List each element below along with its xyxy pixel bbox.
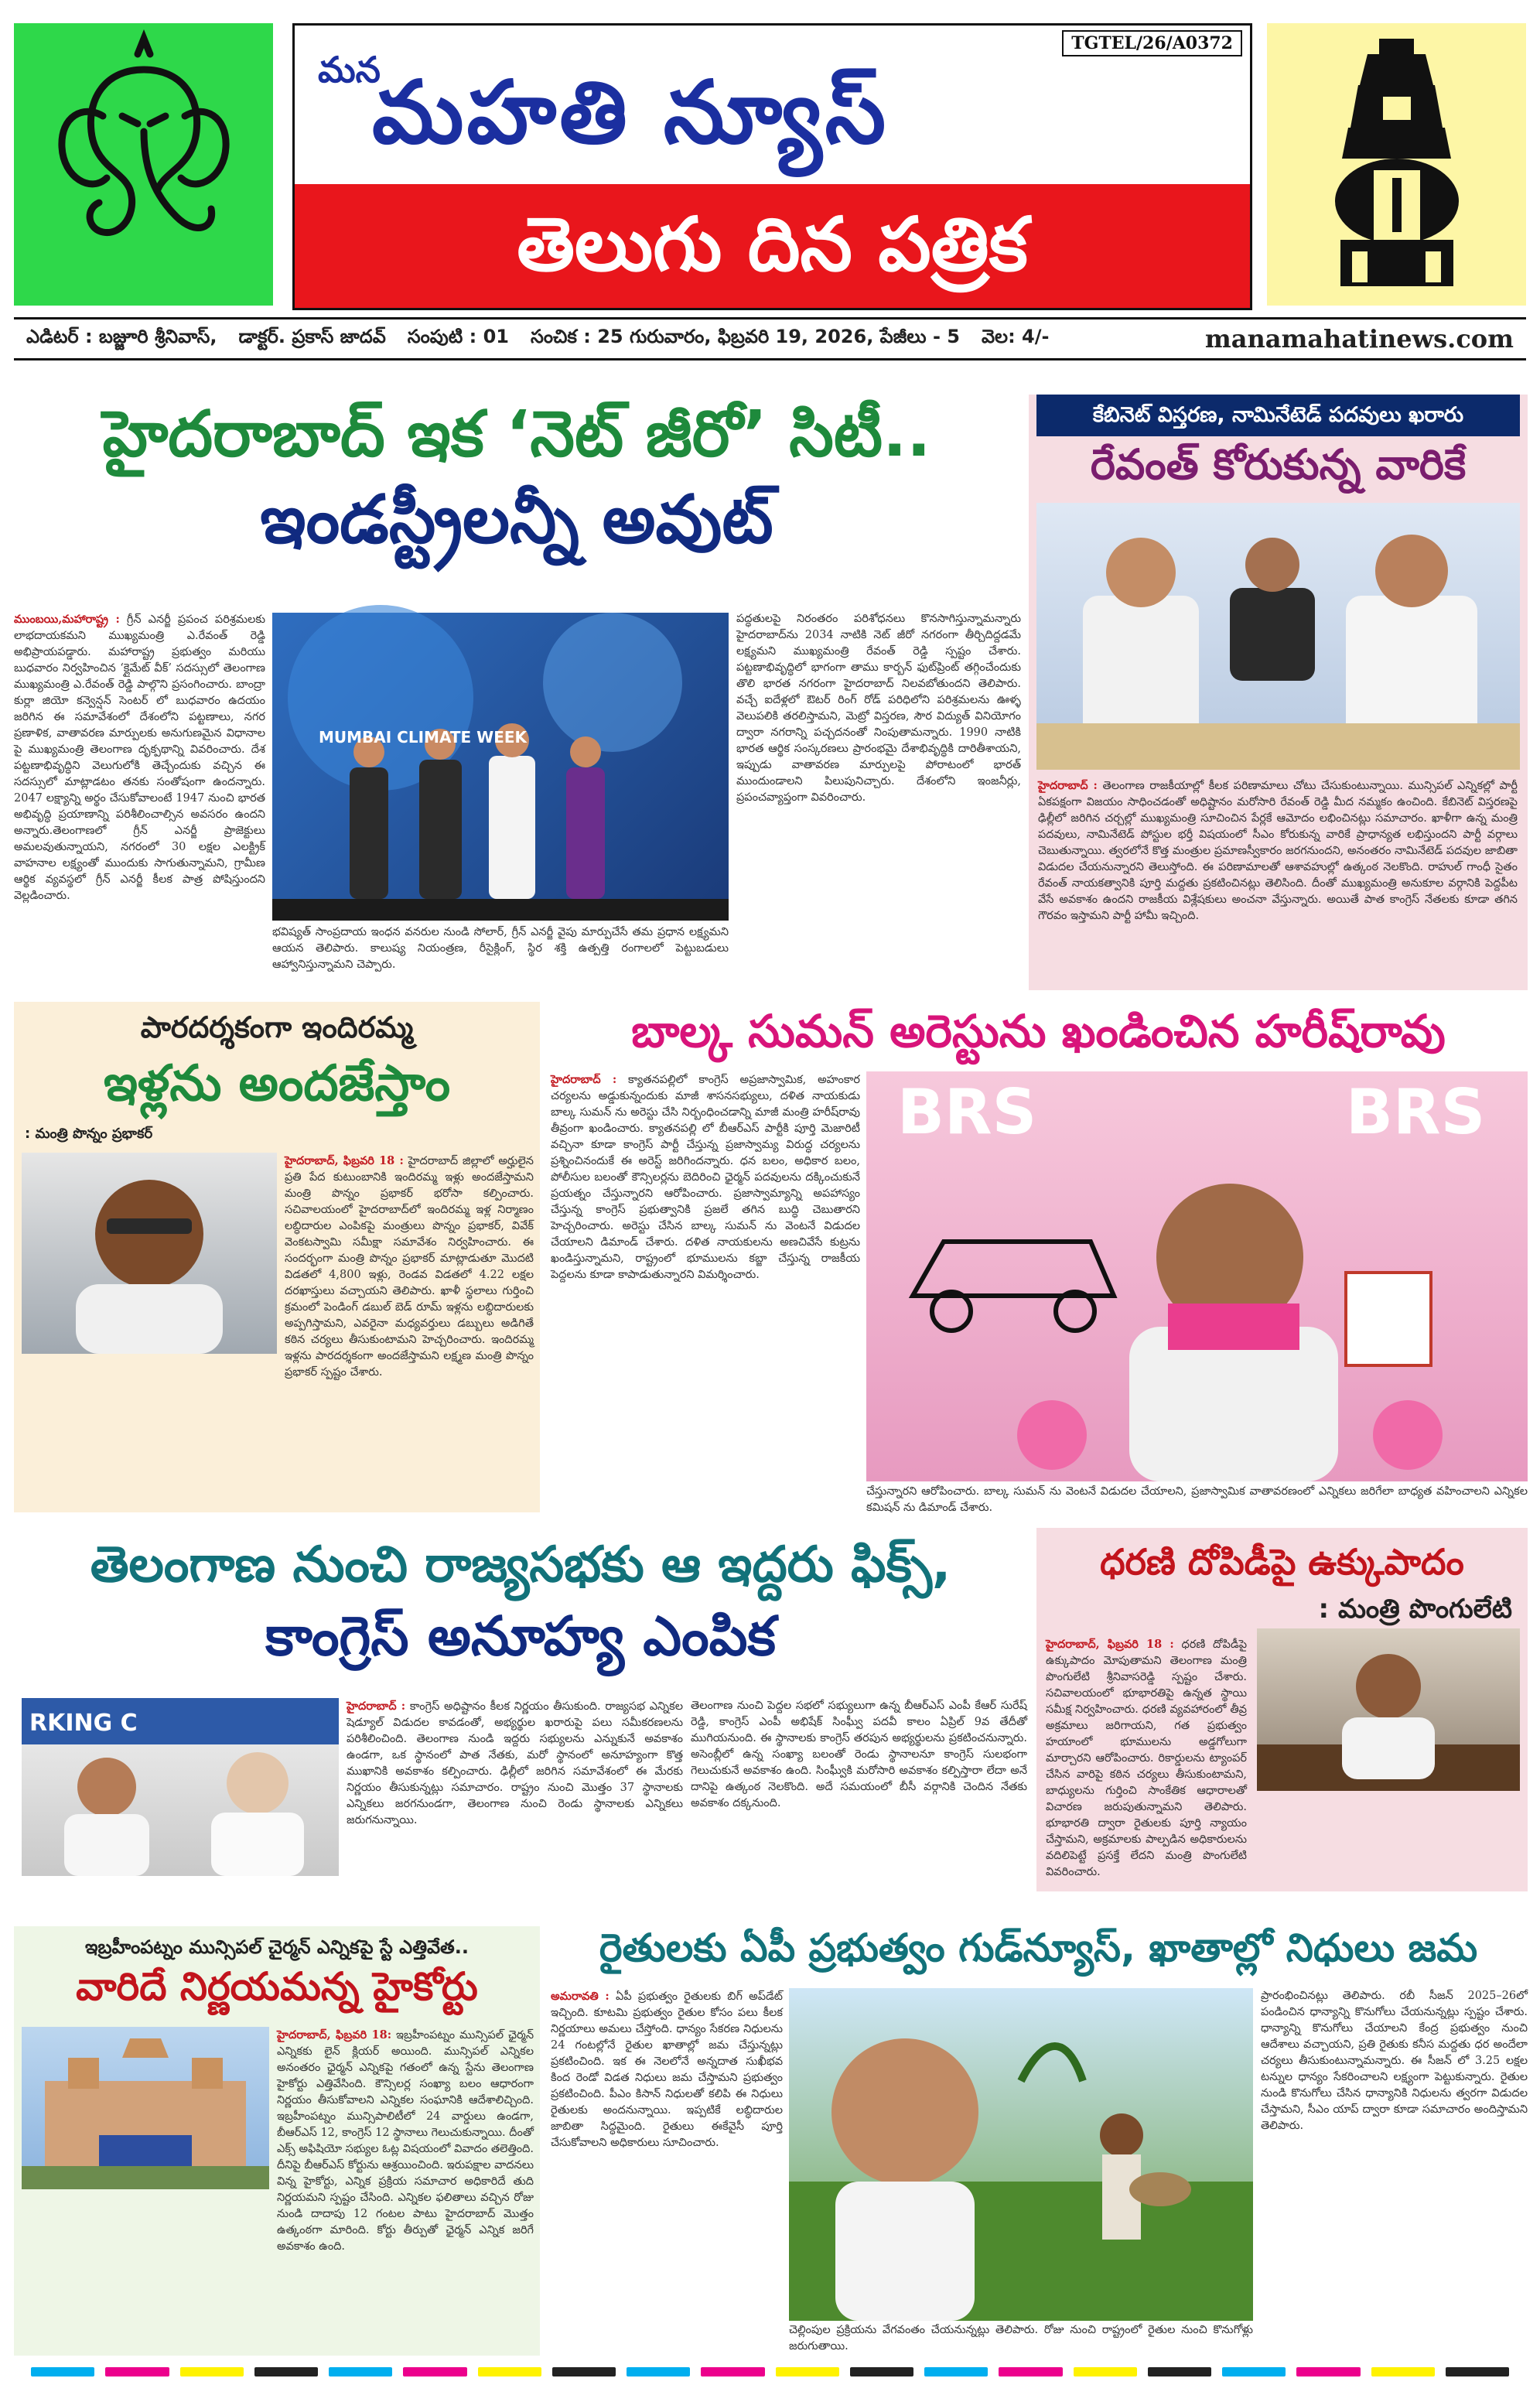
brs-backdrop-text: BRS xyxy=(897,1076,1037,1148)
photo-farmers xyxy=(789,1988,1253,2321)
ganesha-logo xyxy=(14,23,273,306)
dateline-indiramma: హైదరాబాద్, ఫిబ్రవరి 18 : xyxy=(285,1154,404,1167)
article-harish-headline-row xyxy=(549,1006,1528,1060)
dateline-mumbai: ముంబయి,మహారాష్ట్ర : xyxy=(14,613,120,626)
doctor-name: డాక్టర్. ప్రకాస్ జాదవ్ xyxy=(238,326,386,347)
article-highcourt-box xyxy=(14,1926,540,2356)
headline-netzero-2: ఇండస్ట్రీలన్నీ అవుట్ xyxy=(260,481,773,559)
farmers-caption: చెల్లింపుల ప్రక్రియను వేగవంతం చేయనున్నట్లు తెలిపారు. రోజు నుంచి రాష్ట్రంలో రైతుల నుంచి కొనుగోళ్లు జరుగుతాయి. xyxy=(789,2324,1253,2353)
print-registration-strip xyxy=(0,2359,1540,2385)
temple-logo xyxy=(1267,23,1526,306)
masthead xyxy=(14,14,1526,327)
volume-number: సంపుటి : 01 xyxy=(407,326,509,347)
article-netzero-mid: భవిష్యత్ సాంప్రదాయ ఇంధన వనరుల నుండి సోలార్, గ్రీన్ ఎనర్జీ వైపు మార్పుచేసే తమ ప్రధాన లక్ష్యమని ఆయన తెలిపారు. కాలుష్య నియంత్రణ, రీసైక్లింగ్, స్థిర శక్తి ఉత్పత్తి రంగాలలో పెట్టుబడులు ఆహ్వానిస్తున్నామని చెప్పారు. xyxy=(272,926,729,972)
article-cabinet-box xyxy=(1029,395,1528,990)
article-rajyasabha-col2: తెలంగాణ నుంచి పెద్దల సభలో సభ్యులుగా ఉన్న బీఆర్ఎస్ ఎంపీ కేఆర్ సురేష్ రెడ్డి, కాంగ్రెస్ ఎంపీ అభిషేక్ సింఘ్వీ పదవీ కాలం ఏప్రిల్ 9వ తేదీతో ముగియనుంది. ఈ స్థానాలకు కాంగ్రెస్ తరపున అభ్యర్థులను ప్రకటించనున్నారు. అసెంబ్లీలో ఉన్న సంఖ్యా బలంతో రెండు స్థానాలనూ కాంగ్రెస్ సులభంగా గెలుచుకునే అవకాశం ఉంది. సింఘ్వీకి మరోసారి అవకాశం కల్పిస్తారా లేదా అనే దానిపై ఉత్కంఠ నెలకొంది. అదే సమయంలో బీసీ వర్గానికి చెందిన నేతకు అవకాశం దక్కనుంది. xyxy=(691,1700,1027,1810)
article-netzero-col1 xyxy=(14,611,265,990)
highcourt-body-text: ఇబ్రహీంపట్నం మున్సిపల్ ఛైర్మన్ ఎన్నికకు లైన్ క్లియర్ అయింది. మున్సిపల్ ఎన్నికల అనంతరం ఛైర్మన్ ఎన్నికపై గతంలో ఉన్న స్టేను తెలంగాణ హైకోర్టు ఎత్తివేసింది. కౌన్సిలర్ల సంఖ్యా బలం ఆధారంగా నిర్ణయం తీసుకోవాలని ఎన్నికల సంఘానికి ఆదేశాలిచ్చింది. ఇబ్రహీంపట్నం మున్సిపాలిటీలో 24 వార్డులు ఉండగా, బీఆర్ఎస్ 12, కాంగ్రెస్ 12 స్థానాలు గెలుచుకున్నాయి. దీంతో ఎక్స్ అఫిషియో సభ్యుల ఓట్ల విషయంలో వివాదం తలెత్తింది. దీనిపై బీఆర్ఎస్ కోర్టును ఆశ్రయించింది. ఇరుపక్షాల వాదనలు విన్న హైకోర్టు, ఎన్నిక ప్రక్రియ సమాచార అధికారిదే తుది నిర్ణయమని స్పష్టం చేసింది. ఎన్నికల ఫలితాలు వచ్చిన రోజు నుండి దాదాపు 12 గంటల పాటు హైదరాబాద్ మొత్తం ఉత్కంఠగా మారింది. కోర్టు తీర్పుతో ఛైర్మన్ ఎన్నిక జరిగే అవకాశం ఉంది. xyxy=(277,2029,534,2253)
byline-ponnam: : మంత్రి పొన్నం ప్రభాకర్ xyxy=(25,1126,153,1142)
photo-high-court xyxy=(22,2027,269,2189)
svg-text:BRS: BRS xyxy=(1346,1076,1486,1148)
article-netzero-headline xyxy=(14,367,1019,607)
farmers-body-1: ఏపీ ప్రభుత్వం రైతులకు బిగ్ అప్‌డేట్ ఇచ్చింది. కూటమి ప్రభుత్వం రైతుల కోసం పలు కీలక నిర్ణయాలు అమలు చేస్తోంది. ధాన్యం సేకరణ నిధులను 24 గంటల్లోనే రైతుల ఖాతాల్లో జమ చేస్తున్నట్లు ప్రకటించింది. ఇక ఈ నెలలోనే అన్నదాత సుఖీభవ కింద రెండో విడత నిధులు జమ చేస్తామని ప్రభుత్వం ప్రకటించింది. పీఎం కిసాన్ నిధులతో కలిపి ఈ నిధులు రైతులకు అందనున్నాయి. ఇప్పటికే లబ్ధిదారుల జాబితా సిద్ధమైంది. రైతులు ఈకేవైసీ పూర్తి చేసుకోవాలని అధికారులు సూచించారు. xyxy=(551,1990,783,2150)
article-rajyasabha-col1 xyxy=(347,1698,683,1891)
dateline-highcourt: హైదరాబాద్, ఫిబ్రవరి 18: xyxy=(277,2028,392,2042)
paper-subtitle: తెలుగు దిన పత్రిక xyxy=(517,201,1028,288)
dateline-harish: హైదరాబాద్ : xyxy=(551,1073,617,1086)
working-committee-sign: RKING C xyxy=(29,1710,138,1737)
brand-prefix: మన xyxy=(318,49,381,91)
article-netzero-body-1: గ్రీన్ ఎనర్జీ ప్రపంచ పరిశ్రమలకు లాభదాయకమని ముఖ్యమంత్రి ఎ.రేవంత్ రెడ్డి అభిప్రాయపడ్డారు. మహారాష్ట్ర ప్రభుత్వం మరియు బుధవారం నిర్వహించిన ‘క్లైమేట్ వీక్’ సదస్సులో తెలంగాణ ముఖ్యమంత్రి ఎ.రేవంత్ రెడ్డి పాల్గొని ప్రసంగించారు. బాంద్రా కుర్లా జియో కన్వెన్షన్ సెంటర్ లో బుధవారం ఉదయం జరిగిన ఈ సమావేశంలో దేశంలోని పట్టణాలు, నగర ప్రణాళిక, వాతావరణ మార్పులకు అనుగుణమైన విధానాల పై ముఖ్యమంత్రి తెలంగాణ దృక్పథాన్ని వివరించారు. దేశ పట్టణాభివృద్ధిని వెలుగులోకి తెచ్చేందుకు వచ్చిన ఈ సదస్సులో మాట్లాడటం తనకు సంతోషంగా ఉందన్నారు. 2047 లక్ష్యాన్ని అర్థం చేసుకోవాలంటే 1947 నుంచి భారత అభివృద్ధి ప్రయాణాన్ని పరిశీలించాల్సిన అవసరం ఉందని అన్నారు.తెలంగాణలో గ్రీన్ ఎనర్జీ ప్రాజెక్టులు అమలవుతున్నాయని, నగరంలో 30 లక్షల ఎలక్ట్రిక్ వాహనాల లక్ష్యంతో ముందుకు సాగుతున్నామని, గ్రామీణ ఆర్థిక వ్యవస్థలో గ్రీన్ ఎనర్జీ కీలక పాత్ర పోషిస్తుందని వెల్లడించారు. xyxy=(14,613,265,903)
article-netzero-col3: పద్ధతులపై నిరంతరం పరిశోధనలు కొనసాగిస్తున్నామన్నారు హైదరాబాద్‌ను 2034 నాటికి నెట్ జీరో నగరంగా తీర్చిదిద్దడమే లక్ష్యమని ముఖ్యమంత్రి రేవంత్ రెడ్డి స్పష్టం చేశారు. పట్టణాభివృద్ధిలో భాగంగా తాము కార్బన్ ఫుట్‌ప్రింట్ తగ్గించేందుకు తొలి భారత నగరంగా హైదరాబాద్ నిలవబోతుందని తెలిపారు. వచ్చే ఐదేళ్లలో ఔటర్ రింగ్ రోడ్ పరిధిలోని పరిశ్రమలను ఊళ్ళ వెలుపలికి తరలిస్తామని, మెట్రో విస్తరణ, సౌర విద్యుత్ వినియోగం ద్వారా నగరాన్ని పచ్చదనంతో నింపుతామన్నారు. 1990 నాటికి భారత ఆర్థిక సంస్కరణలు ప్రారంభమై దేశాభివృద్ధికి దారితీశాయని, ఇప్పుడు వాతావరణ మార్పులపై పోరాటంలో భారత్ ముందుండాలని పిలుపునిచ్చారు. దేశంలోని ఇంజనీర్లు, ప్రపంచవ్యాప్తంగా వివరించారు. xyxy=(736,613,1021,805)
dharani-body-text: ధరణి దోపిడీపై ఉక్కుపాదం మోపుతామని తెలంగాణ మంత్రి పొంగులేటి శ్రీనివాసరెడ్డి స్పష్టం చేశారు. సచివాలయంలో భూభారతిపై ఉన్నత స్థాయి సమీక్ష నిర్వహించారు. ధరణి వ్యవహారంలో తీవ్ర అక్రమాలు జరిగాయని, గత ప్రభుత్వం హయాంలో భూములను అడ్డగోలుగా మార్చారని ఆరోపించారు. రికార్డులను ట్యాంపర్ చేసిన వారిపై కఠిన చర్యలు తీసుకుంటామని, బాధ్యులను గుర్తించి సాంకేతిక ఆధారాలతో విచారణ జరుపుతున్నామని తెలిపారు. భూభారతి ద్వారా రైతులకు పూర్తి న్యాయం చేస్తామని, అక్రమాలకు పాల్పడిన అధికారులను వదిలిపెట్టే ప్రసక్తే లేదని మంత్రి పొంగులేటి వివరించారు. xyxy=(1046,1638,1248,1879)
cabinet-header: కేబినెట్ విస్తరణ, నామినేటెడ్ పదవులు ఖరారు xyxy=(1036,395,1520,436)
photo-harish-rao xyxy=(866,1071,1528,1481)
dateline-farmers: అమరావతి : xyxy=(551,1990,610,2003)
article-farmers-col1 xyxy=(551,1988,783,2356)
article-cabinet-body xyxy=(1038,777,1518,986)
temple-tower-icon xyxy=(1267,23,1526,306)
photo-ponguleti xyxy=(1257,1628,1520,1791)
headline-indiramma: ఇళ్లను అందజేస్తాం xyxy=(103,1055,451,1112)
kicker-indiramma: పారదర్శకంగా ఇందిరమ్మ xyxy=(140,1010,414,1044)
ganesha-icon xyxy=(14,23,273,306)
byline-ponguleti: : మంత్రి పొంగులేటి xyxy=(1318,1594,1512,1625)
dateline-rajyasabha: హైదరాబాద్ : xyxy=(347,1700,406,1713)
website-link[interactable]: manamahatinews.com xyxy=(1204,324,1514,354)
photo-rahul-revanth xyxy=(1036,503,1520,770)
article-rajyasabha-headline xyxy=(14,1528,1027,1686)
headline-highcourt: వారిదే నిర్ణయమన్న హైకోర్టు xyxy=(76,1964,478,2009)
editor-name: ఎడిటర్ : బజ్జూరి శ్రీనివాస్, xyxy=(26,326,217,347)
headline-harish: బాల్క సుమన్ అరెస్టును ఖండించిన హరీష్‌రావు xyxy=(631,1005,1446,1058)
photo-rajyasabha-meeting xyxy=(22,1698,339,1876)
issue-info-bar xyxy=(14,317,1526,360)
photo-climate-week xyxy=(272,613,729,921)
headline-rajyasabha-2: కాంగ్రెస్ అనూహ్య ఎంపిక xyxy=(265,1604,776,1668)
photo-ponnam xyxy=(22,1153,277,1354)
brand-name: మహతి న్యూస్ xyxy=(372,63,890,163)
article-harish-body xyxy=(551,1071,860,1474)
article-indiramma-box xyxy=(14,1002,540,1512)
newspaper-title-block xyxy=(292,23,1252,310)
issue-date: సంచిక : 25 గురువారం, ఫిబ్రవరి 19, 2026, పేజీలు - 5 xyxy=(530,326,960,347)
cabinet-body-text: తెలంగాణ రాజకీయాల్లో కీలక పరిణామాలు చోటు చేసుకుంటున్నాయి. మున్సిపల్ ఎన్నికల్లో పార్టీ ఏకపక్షంగా విజయం సాధించడంతో అధిష్టానం మరోసారి రేవంత్ రెడ్డి మీద నమ్మకం ఉంచింది. కేబినెట్ విస్తరణపై ఢిల్లీలో జరిగిన చర్చల్లో ముఖ్యమంత్రి సూచించిన పేర్లకే ఆమోదం లభించినట్లు సమాచారం. ఖాళీగా ఉన్న మంత్రి పదవులు, నామినేటెడ్ పోస్టుల భర్తీ విషయంలో సీఎం కోరుకున్న వారికే ప్రాధాన్యత లభిస్తుందని పార్టీ వర్గాలు చెబుతున్నాయి. త్వరలోనే కొత్త మంత్రుల ప్రమాణస్వీకారం జరగనుందని, అనంతరం నామినేటెడ్ పదవుల జాబితా విడుదల చేయనున్నారని తెలుస్తోంది. ఈ పరిణామాలతో ఆశావహుల్లో ఉత్కంఠ నెలకొంది. రాహుల్ గాంధీ సైతం రేవంత్ నాయకత్వానికి పూర్తి మద్దతు ప్రకటించినట్లు తెలిసింది. దీంతో ముఖ్యమంత్రి అనుకూల వర్గానికి పెద్దపీట వేసే అవకాశం ఉందని రాజకీయ విశ్లేషకులు అంచనా వేస్తున్నారు. అయితే పాత కాంగ్రెస్ నేతలకు కూడా తగిన గౌరవం ఇస్తామని పార్టీ హామీ ఇచ్చింది. xyxy=(1038,780,1518,923)
headline-farmers: రైతులకు ఏపీ ప్రభుత్వం గుడ్‌న్యూస్, ఖాతాల్లో నిధులు జమ xyxy=(599,1925,1478,1970)
headline-rajyasabha-1: తెలంగాణ నుంచి రాజ్యసభకు ఆ ఇద్దరు ఫిక్స్, xyxy=(90,1536,951,1594)
headline-cabinet: రేవంత్ కోరుకున్న వారికే xyxy=(1090,440,1467,489)
harish-caption: చేస్తున్నారని ఆరోపించారు. బాల్క సుమన్ ను వెంటనే విడుదల చేయాలని, ప్రజాస్వామిక వాతావరణంలో ఎన్నికలు జరిగేలా బాధ్యత వహించాలని ఎన్నికల కమిషన్ ను డిమాండ్ చేశారు. xyxy=(866,1485,1528,1515)
article-dharani-body-top xyxy=(1046,1636,1248,1879)
rajyasabha-body-1: కాంగ్రెస్ అధిష్టానం కీలక నిర్ణయం తీసుకుంది. రాజ్యసభ ఎన్నికల షెడ్యూల్ విడుదల కావడంతో, అభ్యర్థుల ఖరారుపై పలు సమీకరణలను పరిశీలించింది. తెలంగాణ నుండి ఇద్దరు సభ్యులను ఎన్నుకునే అవకాశం ఉండగా, ఒక స్థానంలో పాత నేతకు, మరో స్థానంలో అనూహ్యంగా కొత్త ముఖానికి అవకాశం కల్పించారు. ఢిల్లీలో జరిగిన సమావేశంలో ఈ మేరకు నిర్ణయం తీసుకున్నట్లు సమాచారం. రాష్ట్రం నుంచి మొత్తం 37 స్థానాలకు ఎన్నికలు జరగనుండగా, తెలంగాణ నుంచి రెండు స్థానాలకు ఎన్నికలు జరుగనున్నాయి. xyxy=(347,1700,684,1827)
article-dharani-box xyxy=(1036,1528,1528,1891)
dateline-cabinet: హైదరాబాద్ : xyxy=(1038,779,1098,792)
indiramma-body-text: హైదరాబాద్ జిల్లాలో అర్హులైన ప్రతి పేద కుటుంబానికి ఇందిరమ్మ ఇళ్లు అందజేస్తామని మంత్రి పొన్నం ప్రభాకర్ భరోసా కల్పించారు. సచివాలయంలో హైదరాబాద్‌లో ఇందిరమ్మ ఇళ్ల నిర్మాణం లబ్ధిదారుల ఎంపికపై మంత్రులు పొన్నం ప్రభాకర్, వివేక్ వెంకటస్వామి సమీక్షా సమావేశం నిర్వహించారు. ఈ సందర్భంగా మంత్రి పొన్నం ప్రభాకర్ మాట్లాడుతూ మొదటి విడతలో 4,800 ఇళ్లు, రెండవ విడతలో 4.22 లక్షల దరఖాస్తులు వచ్చాయని తెలిపారు. ఖాళీ స్థలాలు గుర్తించి క్రమంలో పెండింగ్ డబుల్ బెడ్ రూమ్ ఇళ్లను లబ్ధిదారులకు అప్పగిస్తామని, ఎవరైనా మధ్యవర్తులు డబ్బులు అడిగితే కఠిన చర్యలు తీసుకుంటామని హెచ్చరించారు. ఇందిరమ్మ ఇళ్లను పారదర్శకంగా అందజేస్తామని లక్ష్మణ మంత్రి పొన్నం ప్రభాకర్ స్పష్టం చేశారు. xyxy=(285,1155,534,1379)
price: వెల: 4/- xyxy=(981,326,1050,347)
harish-body-text: క్యాతనపల్లిలో కాంగ్రెస్ అప్రజాస్వామిక, అహంకార చర్యలను అడ్డుకున్నందుకు మాజీ శాసనసభ్యులు, దళిత నాయకుడు బాల్క సుమన్ ను అరెస్టు చేసి నిర్బంధించడాన్ని మాజీ మంత్రి హరీష్‌రావు తీవ్రంగా ఖండించారు. క్యాతనపల్లి లో బీఆర్ఎస్ పార్టీకి పూర్తి మెజారిటీ వచ్చినా కూడా కాంగ్రెస్ పార్టీ చేస్తున్న ప్రజాస్వామ్య విరుద్ధ చర్యలను ప్రశ్నించినందుకే ఈ అరెస్ట్ జరిగిందన్నారు. ధన బలం, అధికార బలం, పోలీసుల బలంతో కౌన్సిలర్లను బెదిరించి ఛైర్మన్ పదవులను దక్కించుకునే ప్రయత్నం చేస్తున్నారని ఆరోపించారు. ప్రజాస్వామ్యాన్ని అపహాస్యం చేస్తున్న కాంగ్రెస్ ప్రభుత్వానికి ప్రజలే తగిన బుద్ధి చెబుతారని హెచ్చరించారు. అరెస్టు చేసిన బాల్క సుమన్ ను వెంటనే విడుదల చేయాలని డిమాండ్ చేశారు. దళిత నాయకులను అణచివేసే కుట్రను ఖండిస్తున్నామని, రాష్ట్రంలో భూములను కబ్జా చేస్తున్న రాజకీయ పెద్దలను కూడా కాపాడుతున్నారని విమర్శించారు. xyxy=(551,1074,861,1282)
registration-number: TGTEL/26/A0372 xyxy=(1062,30,1242,56)
article-farmers-headline-row xyxy=(549,1926,1528,1980)
article-farmers-col3: ప్రారంభించినట్లు తెలిపారు. రబీ సీజన్ 2025–26లో పండించిన ధాన్యాన్ని కొనుగోలు చేయనున్నట్లు స్పష్టం చేశారు. ధాన్యాన్ని కొనుగోలు చేయాలని కేంద్ర ప్రభుత్వం నుంచి ఆదేశాలు వచ్చాయని, ప్రతి రైతుకు కనీస మద్దతు ధర అందేలా చర్యలు తీసుకుంటున్నామన్నారు. ఈ సీజన్ లో 3.25 లక్షల టన్నుల ధాన్యం సేకరించాలని లక్ష్యంగా పెట్టుకున్నారు. రైతుల నుండి కొనుగోలు చేసిన ధాన్యానికి నిధులను త్వరగా విడుదల చేస్తామని, సీఎం యాప్ ద్వారా కూడా సమాచారం అందిస్తామని తెలిపారు. xyxy=(1261,1990,1528,2133)
headline-dharani: ధరణి దోపిడీపై ఉక్కుపాదం xyxy=(1100,1541,1464,1583)
article-indiramma-body xyxy=(285,1153,534,1505)
dateline-dharani: హైదరాబాద్, ఫిబ్రవరి 18 : xyxy=(1046,1638,1174,1651)
climate-week-sign: MUMBAI CLIMATE WEEK xyxy=(319,728,528,747)
kicker-highcourt: ఇబ్రహీంపట్నం మున్సిపల్ చైర్మన్ ఎన్నికపై స్టే ఎత్తివేత.. xyxy=(85,1936,469,1958)
headline-netzero-1: హైదరాబాద్ ఇక ‘నెట్ జీరో’ సిటీ.. xyxy=(102,398,931,471)
article-highcourt-body xyxy=(277,2027,534,2352)
